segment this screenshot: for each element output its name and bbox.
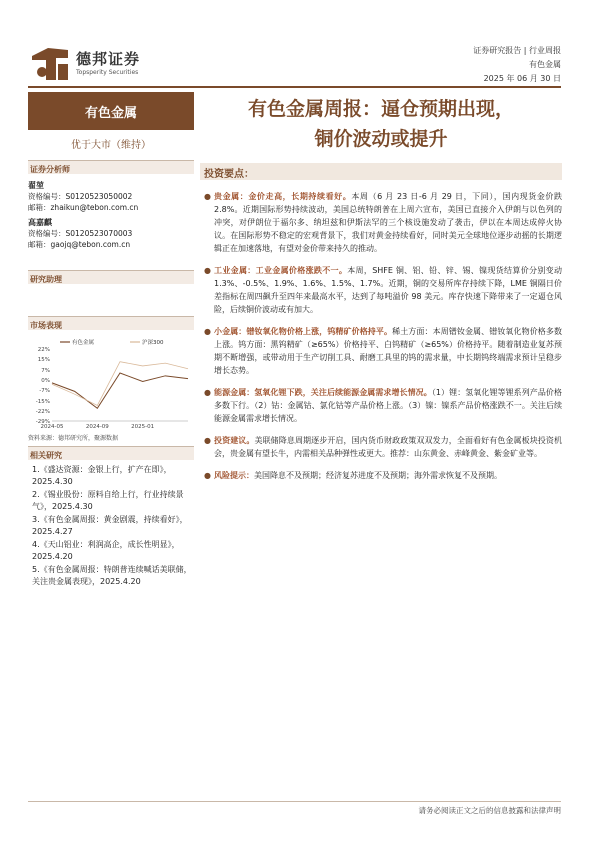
key-points-list	[200, 190, 562, 491]
legend-label: 有色金属	[72, 340, 95, 346]
key-point	[200, 434, 562, 460]
x-tick-label: 2024-05	[40, 424, 64, 429]
y-tick-label: 22%	[37, 347, 50, 353]
y-tick-label: 0%	[41, 378, 50, 385]
key-point-lead: 工业金属：工业金属价格涨跌不一。	[214, 266, 348, 275]
market-section-title: 市场表现	[28, 316, 194, 330]
analyst-cert: 资格编号：S0120523050002	[28, 192, 133, 201]
key-point-text: 本周（6 月 23 日-6 月 29 日，下同），国内现货金价跌 2.8%。近期国际形势持续波动，美国总统特朗普在上周六宣布，美国已直接介入伊朗与以色列的冲突，对伊朗位于福尔多、纳坦兹和伊斯法罕的三个核设施发动了袭击，伊以在本周达成停火协议。在国际形势不稳定的宏观背景下，我们对黄金持续看好，同时美元全球地位逐步动摇的长期逻辑正在加速落地，有望对金价带来持久的推动。	[214, 192, 562, 253]
key-point	[200, 386, 562, 425]
analyst-section-title: 证券分析师	[28, 160, 194, 174]
footer-disclaimer: 请务必阅读正文之后的信息披露和法律声明	[418, 806, 561, 815]
key-point-text: （1）锂：氢氧化锂等锂系列产品价格多数下行。（2）钴：金属钴、氯化钴等产品价格上涨。（3）镍：镍系产品价格涨跌不一。关注后续能源金属需求增长情况。	[214, 388, 562, 423]
key-point-lead: 小金属：镨钕氧化物价格上涨，钨精矿价格持平。	[214, 327, 393, 336]
y-tick-label: -22%	[35, 409, 50, 416]
related-section-title: 相关研究	[28, 446, 194, 460]
key-points-header: 投资要点：	[200, 163, 562, 180]
assistant-section-title: 研究助理	[28, 270, 194, 284]
analyst-cert: 资格编号：S0120523070003	[28, 229, 133, 238]
bullet-icon: ●	[204, 388, 211, 397]
series-line	[52, 362, 188, 406]
key-point-text: 美国降息不及预期；经济复苏进度不及预期；海外需求恢复不及预期。	[254, 471, 502, 480]
chart-source: 资料来源：德邦研究所，聚源数据	[28, 435, 119, 442]
key-point-text: 本周，SHFE 铜、铝、铅、锌、锡、镍现货结算价分别变动 1.3%、-0.5%、1.9%、1.6%、1.5%、1.7%。近期，铜的交易所库存持续下降，LME 铜隔日价差指标在周四飙升至四年来最高水平，达到了每吨溢价 98 美元。库存快速下降带来了一定逼仓风险，后续铜价波动或有加大。	[214, 266, 563, 314]
series-line	[52, 373, 188, 408]
y-tick-label: -15%	[35, 399, 50, 406]
key-point-lead: 风险提示：	[214, 471, 254, 480]
related-item[interactable]: 2.《锡业股份：原料自给上行，行业持续景气》，2025.4.30	[32, 490, 184, 511]
related-item[interactable]: 3.《有色金属周报：黄金剧震，持续看好》，2025.4.27	[32, 515, 188, 536]
key-point-lead: 能源金属：氢氧化锂下跌，关注后续能源金属需求增长情况。	[214, 388, 432, 397]
logo-mark-icon	[28, 44, 72, 84]
logo-cn-text: 德邦证券	[76, 50, 141, 68]
logo-en-text: Topsperity Securities	[76, 69, 139, 76]
y-tick-label: -7%	[39, 387, 50, 394]
assistant-section	[28, 270, 194, 284]
y-tick-label: -29%	[35, 419, 50, 425]
related-list	[28, 464, 194, 587]
y-tick-label: 7%	[41, 368, 50, 375]
analyst-email[interactable]: 邮箱：zhaikun@tebon.com.cn	[28, 203, 139, 212]
key-point	[200, 190, 562, 255]
footer-rule	[28, 801, 561, 802]
report-header-meta	[473, 44, 561, 86]
key-point-lead: 贵金属：金价走高，长期持续看好。	[214, 192, 352, 201]
analyst-name: 高嘉麒	[28, 218, 52, 227]
bullet-icon: ●	[204, 192, 211, 201]
analyst-email[interactable]: 邮箱：gaojq@tebon.com.cn	[28, 240, 131, 249]
report-date: 2025 年 06 月 30 日	[483, 74, 561, 83]
report-title	[200, 94, 562, 154]
bullet-icon: ●	[204, 266, 211, 275]
company-logo	[28, 44, 168, 84]
analyst-name: 翟堃	[28, 181, 44, 190]
title-line-2: 铜价波动或提升	[314, 128, 448, 150]
related-research-section	[28, 446, 194, 589]
related-item[interactable]: 1.《盛达资源：金银上行，扩产在即》，2025.4.30	[32, 465, 172, 486]
sector-badge: 有色金属	[28, 92, 194, 130]
header-rule	[28, 86, 561, 88]
rating-text: 优于大市（维持）	[71, 140, 151, 151]
legend-label: 沪深300	[142, 340, 164, 346]
report-industry: 有色金属	[529, 60, 561, 69]
analyst-section	[28, 160, 194, 250]
y-tick-label: 15%	[37, 356, 50, 363]
x-tick-label: 2024-09	[85, 424, 109, 429]
key-point	[200, 264, 562, 316]
key-point	[200, 469, 562, 482]
key-point-lead: 投资建议。	[214, 436, 255, 445]
market-section	[28, 316, 194, 330]
title-line-1: 有色金属周报：逼仓预期出现，	[247, 98, 514, 120]
related-item[interactable]: 4.《天山铝业：利润高企，成长性明显》，2025.4.20	[32, 540, 180, 561]
key-point	[200, 325, 562, 377]
market-performance-chart	[28, 337, 194, 429]
bullet-icon: ●	[204, 327, 211, 336]
x-tick-label: 2025-01	[131, 424, 155, 429]
bullet-icon: ●	[204, 471, 211, 480]
key-point-text: 美联储降息周期逐步开启，国内货币财政政策双双发力，全面看好有色金属板块投资机会，贵金属有望长牛，内需相关品种弹性或更大。推荐：山东黄金、赤峰黄金、紫金矿业等。	[214, 436, 563, 458]
bullet-icon: ●	[204, 436, 211, 445]
report-type: 证券研究报告 | 行业周报	[473, 46, 561, 55]
key-point-text: 稀土方面：本周镨钕金属、镨钕氧化物价格多数上涨。钨方面：黑钨精矿（≥65%）价格持平、白钨精矿（≥65%）价格持平。随着制造业复苏预期不断增强，或带动用于生产切削工具、耐磨工具里的钨的需求量，中长期钨终端需求预计呈稳步增长态势。	[214, 327, 562, 375]
related-item[interactable]: 5.《有色金属周报：特朗普连续喊话美联储，关注贵金属表现》，2025.4.20	[32, 565, 192, 586]
